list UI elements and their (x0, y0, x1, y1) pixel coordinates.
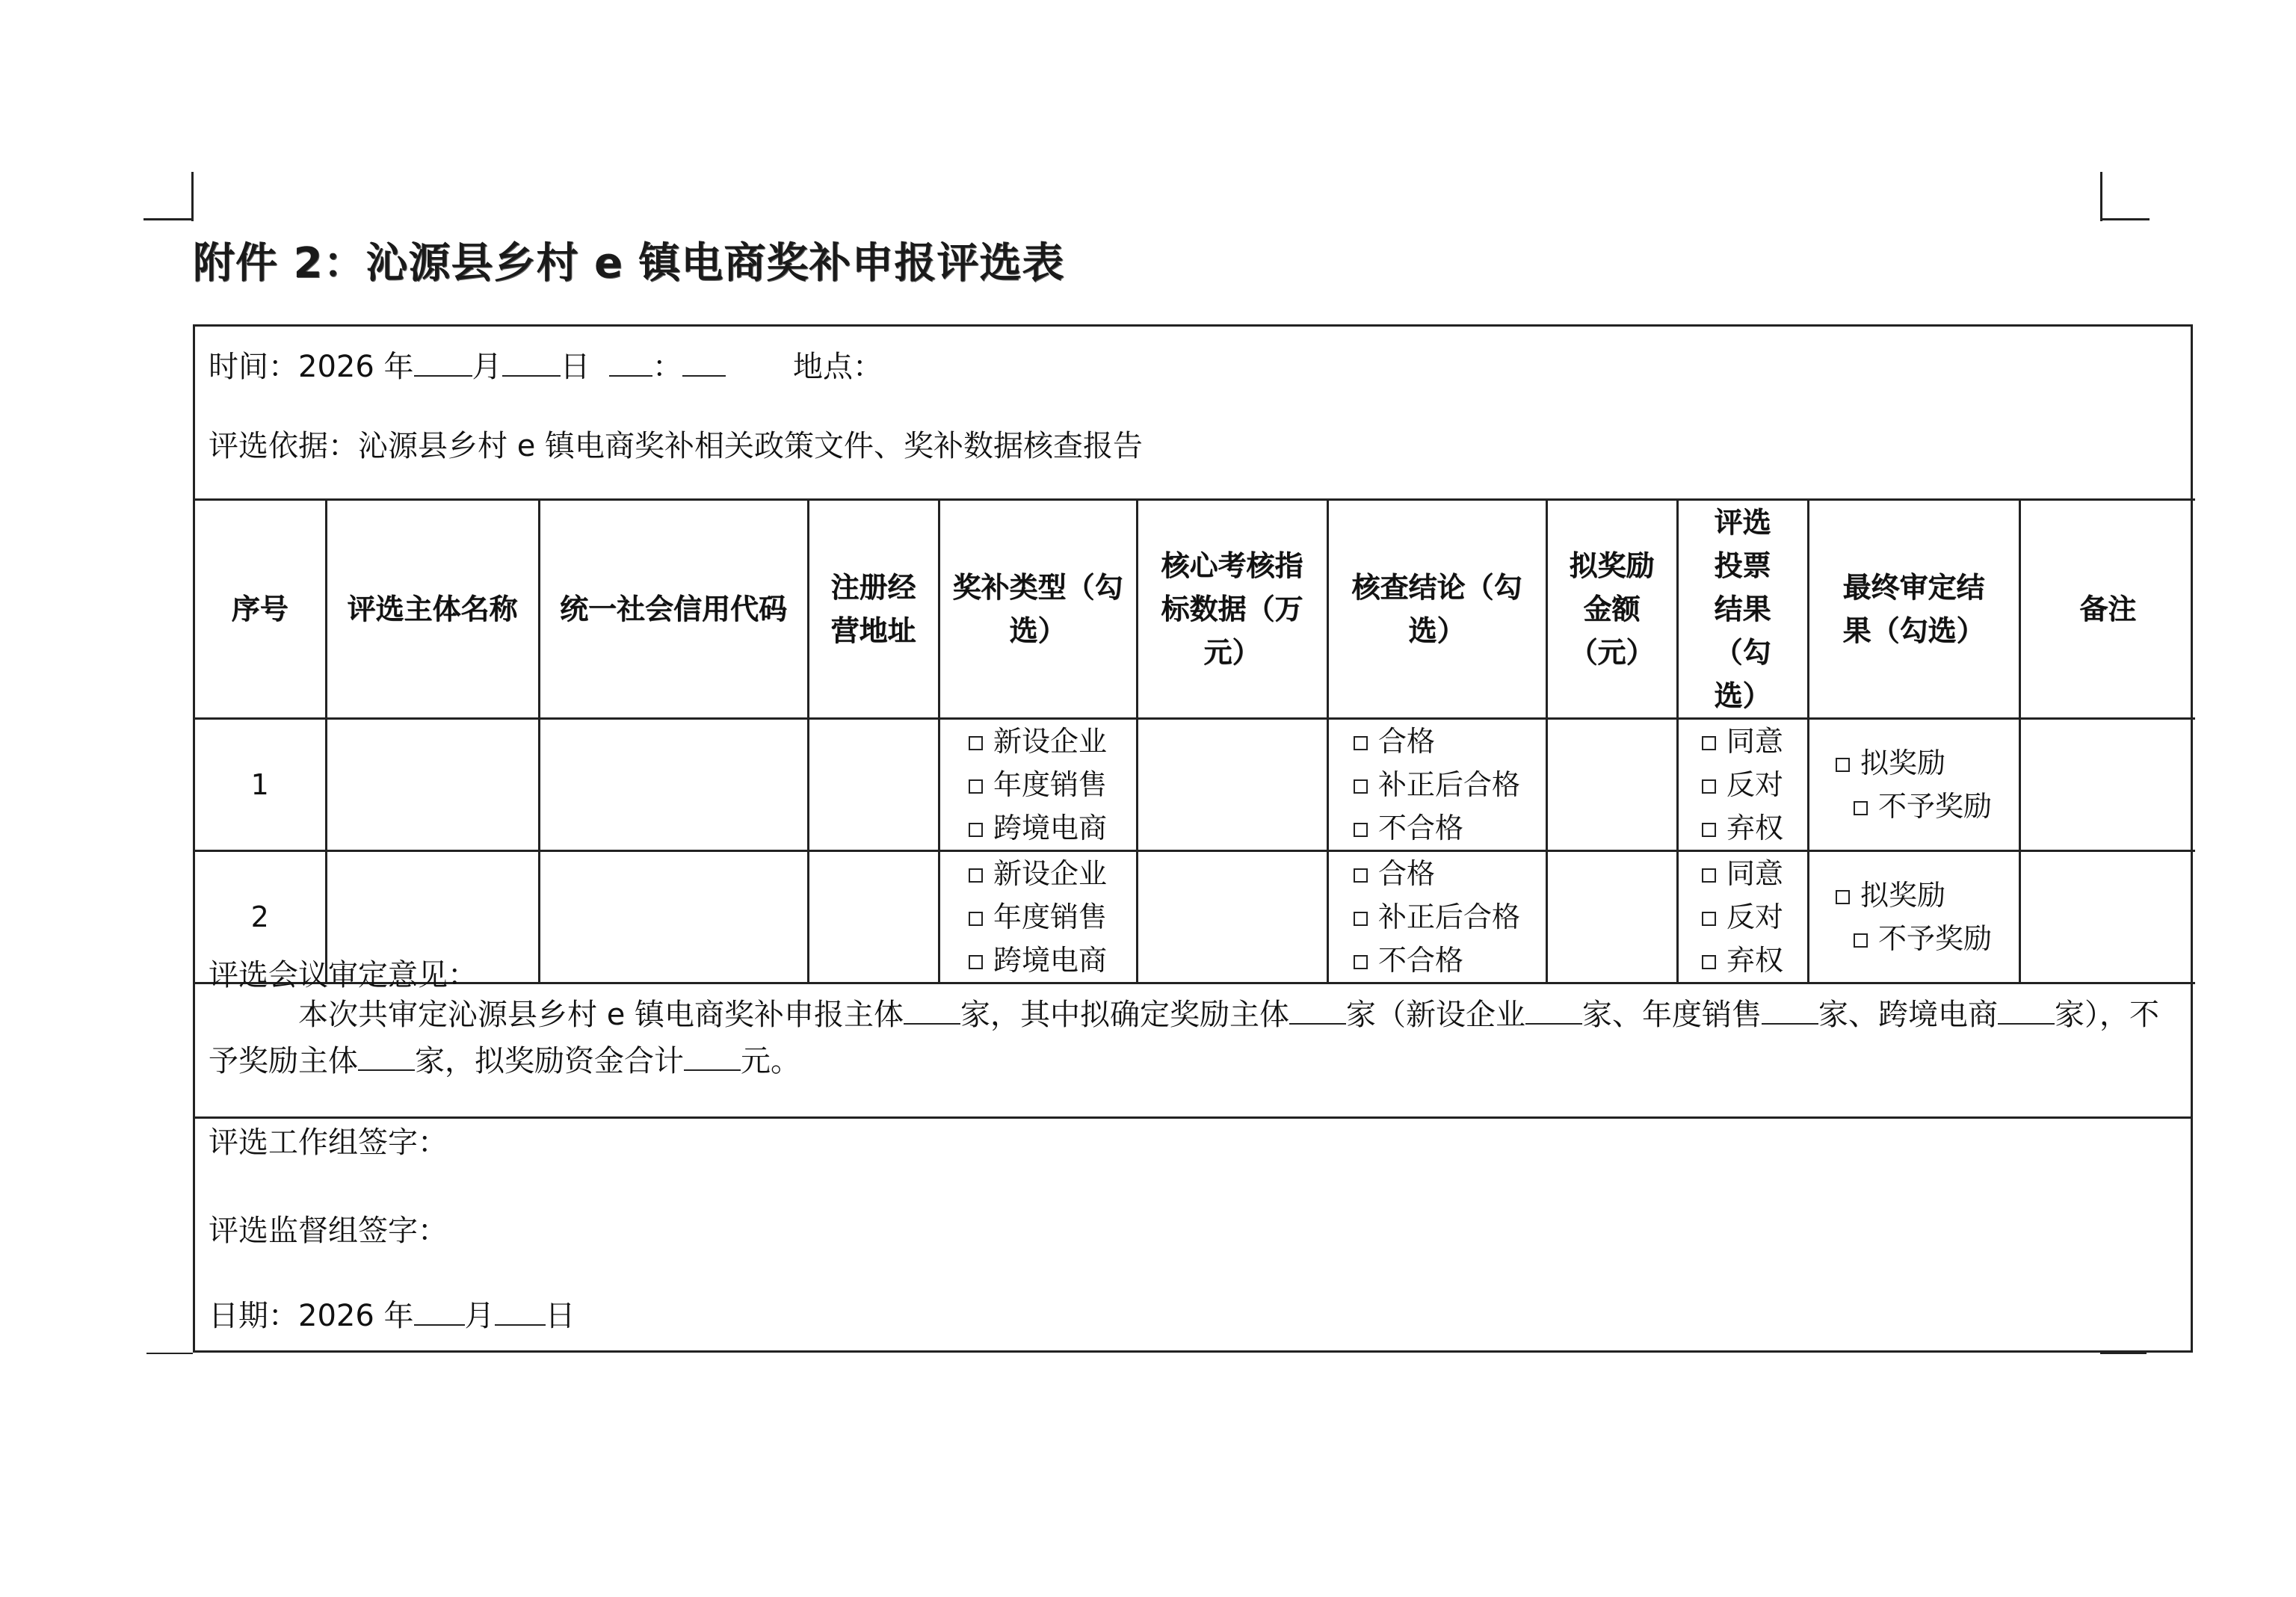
crop-mark-top-right-horizontal (2100, 218, 2150, 220)
opinion-text (209, 992, 2182, 1084)
selection-table (195, 498, 2195, 984)
day-label: 日 (545, 1299, 575, 1333)
opinion-segment: 本次共审定沁源县乡村 e 镇电商奖补申报主体 (298, 998, 904, 1032)
opinion-segment: 家，其中拟确定奖励主体 (960, 998, 1290, 1032)
column-header: 奖补类型（勾选） (939, 500, 1137, 719)
crop-mark-top-left-vertical (191, 172, 194, 221)
option-label: 同意 (1726, 725, 1783, 758)
annual-sales-count-blank[interactable] (1762, 993, 1818, 1025)
signature-section (195, 1119, 2191, 1353)
total-amount-blank[interactable] (684, 1040, 741, 1071)
time-place-line (209, 343, 883, 386)
option-label: 跨境电商 (993, 944, 1107, 977)
option-label: 新设企业 (993, 725, 1107, 758)
opinion-segment: 家，拟奖励资金合计 (415, 1044, 684, 1078)
new-enterprise-count-blank[interactable] (1525, 993, 1582, 1025)
date-label: 日期：2026 年 (209, 1299, 414, 1333)
application-form (193, 324, 2193, 1353)
option-label: 弃权 (1726, 812, 1783, 844)
indicator-data-cell[interactable] (1137, 719, 1327, 851)
column-header: 评选主体名称 (326, 500, 539, 719)
option-label: 年度销售 (993, 768, 1107, 801)
address-cell[interactable] (808, 719, 939, 851)
column-header: 拟奖励金额（元） (1546, 500, 1677, 719)
credit-code-cell[interactable] (539, 719, 808, 851)
option-label: 补正后合格 (1377, 768, 1520, 801)
cross-border-count-blank[interactable] (1998, 993, 2055, 1025)
option-label: 反对 (1726, 901, 1783, 933)
checkbox-new-enterprise[interactable] (969, 736, 983, 750)
time-label: 时间：2026 年 (209, 350, 414, 384)
checkbox-qualified[interactable] (1354, 736, 1368, 750)
opinion-segment: 元。 (741, 1044, 800, 1078)
option-label: 同意 (1726, 857, 1783, 890)
meeting-opinion-section (195, 945, 2191, 1119)
checkbox-abstain[interactable] (1702, 823, 1716, 837)
entity-name-cell[interactable] (326, 719, 539, 851)
checkbox-oppose[interactable] (1702, 779, 1716, 794)
checkbox-qualified[interactable] (1354, 868, 1368, 883)
table-row (195, 719, 2195, 851)
hour-blank (609, 345, 652, 377)
column-header: 最终审定结果（勾选） (1808, 500, 2019, 719)
column-header: 评选投票结果（勾选） (1677, 500, 1808, 719)
opinion-segment: 家、年度销售 (1582, 998, 1762, 1032)
checkbox-agree[interactable] (1702, 868, 1716, 883)
checkbox-no-reward[interactable] (1854, 801, 1868, 815)
sign-day-blank[interactable] (495, 1294, 546, 1326)
crop-mark-top-left-horizontal (144, 218, 193, 220)
total-count-blank[interactable] (904, 993, 960, 1025)
minute-blank (682, 345, 726, 377)
crop-mark-bottom-left-horizontal (146, 1353, 193, 1354)
option-label: 跨境电商 (993, 812, 1107, 844)
checkbox-annual-sales[interactable] (969, 779, 983, 794)
option-label: 弃权 (1726, 944, 1783, 977)
column-header: 序号 (195, 500, 326, 719)
sign-date-line (209, 1292, 575, 1335)
supervision-group-signature: 评选监督组签字： (209, 1214, 448, 1248)
checkbox-qualified-after-correction[interactable] (1354, 912, 1368, 926)
row-number: 2 (195, 851, 326, 983)
row-number: 1 (195, 719, 326, 851)
option-label: 拟奖励 (1860, 879, 1945, 912)
column-header: 统一社会信用代码 (539, 500, 808, 719)
checkbox-agree[interactable] (1702, 736, 1716, 750)
option-label: 补正后合格 (1377, 901, 1520, 933)
crop-mark-bottom-right-horizontal (2100, 1353, 2147, 1354)
day-label: 日 (560, 350, 590, 384)
checkbox-new-enterprise[interactable] (969, 868, 983, 883)
checkbox-oppose[interactable] (1702, 912, 1716, 926)
sign-month-blank[interactable] (414, 1294, 465, 1326)
option-label: 合格 (1377, 857, 1435, 890)
work-group-signature: 评选工作组签字： (209, 1125, 448, 1160)
checkbox-proposed-reward[interactable] (1836, 890, 1850, 904)
opinion-segment: 家、跨境电商 (1818, 998, 1999, 1032)
document-title: 附件 2：沁源县乡村 e 镇电商奖补申报评选表 (193, 239, 1065, 288)
month-label: 月 (464, 1299, 495, 1333)
option-label: 不予奖励 (1877, 790, 1992, 823)
column-header: 备注 (2019, 500, 2195, 719)
month-label: 月 (472, 350, 502, 384)
no-reward-count-blank[interactable] (358, 1040, 415, 1071)
opinion-segment: 家），不予奖励主体 (209, 998, 2160, 1078)
checkbox-proposed-reward[interactable] (1836, 758, 1850, 772)
column-header: 核心考核指标数据（万元） (1137, 500, 1327, 719)
column-header: 注册经营地址 (808, 500, 939, 719)
selection-basis: 评选依据：沁源县乡村 e 镇电商奖补相关政策文件、奖补数据核查报告 (209, 429, 1144, 463)
option-label: 合格 (1377, 725, 1435, 758)
final-result-cell (1808, 719, 2019, 851)
option-label: 年度销售 (993, 901, 1107, 933)
form-header (195, 327, 2191, 501)
opinion-segment: 家（新设企业 (1346, 998, 1526, 1032)
option-label: 不合格 (1377, 944, 1463, 977)
time-colon: ： (652, 350, 682, 384)
column-header: 核查结论（勾选） (1327, 500, 1546, 719)
month-blank (414, 345, 472, 377)
reward-count-blank[interactable] (1289, 993, 1346, 1025)
checkbox-qualified-after-correction[interactable] (1354, 779, 1368, 794)
opinion-label: 评选会议审定意见： (209, 958, 478, 992)
table-header-row (195, 500, 2195, 719)
checkbox-unqualified[interactable] (1354, 823, 1368, 837)
day-blank (502, 345, 561, 377)
subsidy-type-cell (939, 719, 1137, 851)
option-label: 反对 (1726, 768, 1783, 801)
option-label: 拟奖励 (1860, 747, 1945, 779)
option-label: 不合格 (1377, 812, 1463, 844)
crop-mark-top-right-vertical (2100, 172, 2102, 221)
option-label: 新设企业 (993, 857, 1107, 890)
remarks-cell[interactable] (2019, 719, 2195, 851)
checkbox-cross-border[interactable] (969, 823, 983, 837)
option-label: 不予奖励 (1877, 922, 1992, 955)
place-label: 地点： (792, 350, 883, 384)
vote-result-cell (1677, 719, 1808, 851)
check-result-cell (1327, 719, 1546, 851)
reward-amount-cell[interactable] (1546, 719, 1677, 851)
checkbox-annual-sales[interactable] (969, 912, 983, 926)
